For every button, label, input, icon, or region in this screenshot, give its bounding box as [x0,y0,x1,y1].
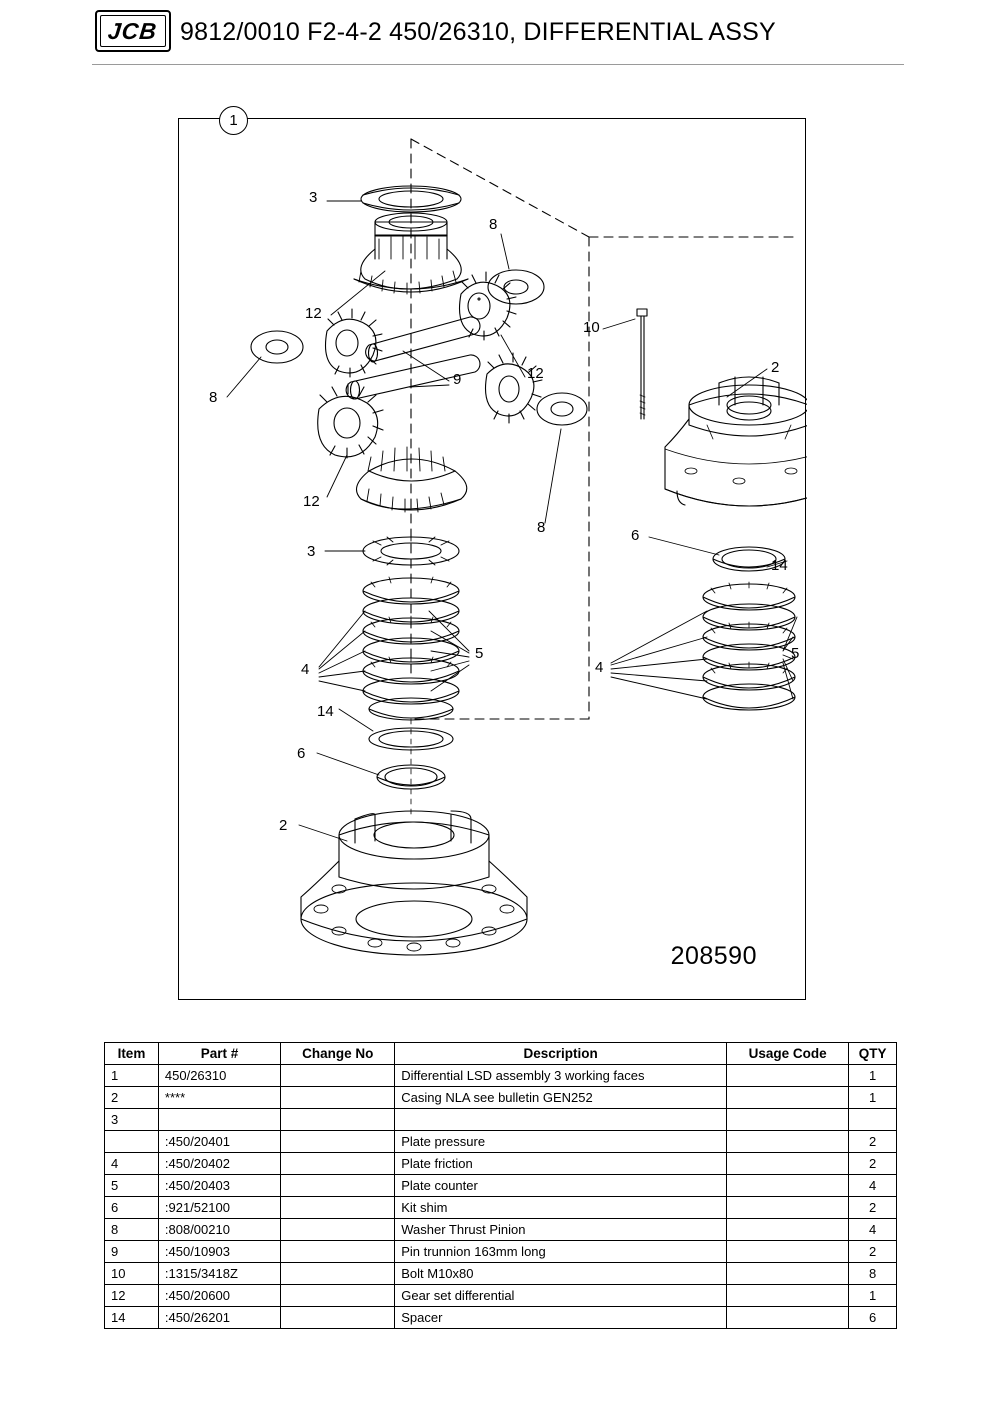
table-row [105,1219,897,1241]
cell-item: 4 [105,1153,159,1175]
cell-qty: 1 [849,1087,897,1109]
cell-description: Gear set differential [395,1285,727,1307]
cell-item: 1 [105,1065,159,1087]
cell-qty: 2 [849,1153,897,1175]
cell-description: Spacer [395,1307,727,1329]
header-change-no: Change No [281,1043,395,1065]
callout-8-left: 8 [209,389,218,406]
cell-change-no [281,1263,395,1285]
cell-qty [849,1109,897,1131]
cell-description: Plate friction [395,1153,727,1175]
cell-part-number [158,1109,280,1131]
cell-item: 12 [105,1285,159,1307]
cell-part-number: :1315/3418Z [158,1263,280,1285]
table-row [105,1131,897,1153]
cell-description: Washer Thrust Pinion [395,1219,727,1241]
cell-change-no [281,1197,395,1219]
cell-description: Casing NLA see bulletin GEN252 [395,1087,727,1109]
callout-8-upper: 8 [489,216,498,233]
header-divider [92,64,904,65]
cell-qty: 4 [849,1175,897,1197]
cell-part-number: :921/52100 [158,1197,280,1219]
cell-usage-code [726,1219,848,1241]
callout-5-right: 5 [791,645,800,662]
table-row [105,1153,897,1175]
cell-change-no [281,1065,395,1087]
table-row [105,1197,897,1219]
callout-2-bottom: 2 [279,817,288,834]
cell-change-no [281,1175,395,1197]
cell-usage-code [726,1087,848,1109]
cell-item: 8 [105,1219,159,1241]
cell-item: 3 [105,1109,159,1131]
cell-description: Plate pressure [395,1131,727,1153]
cell-description: Bolt M10x80 [395,1263,727,1285]
callout-6-left: 6 [297,745,306,762]
cell-usage-code [726,1153,848,1175]
cell-usage-code [726,1197,848,1219]
cell-item: 6 [105,1197,159,1219]
callout-5-left: 5 [475,645,484,662]
table-header-row [105,1043,897,1065]
figure-number: 208590 [670,942,757,970]
callout-6-right: 6 [631,527,640,544]
cell-part-number: :450/20401 [158,1131,280,1153]
cell-qty: 1 [849,1285,897,1307]
cell-part-number: :450/20600 [158,1285,280,1307]
jcb-logo-text: JCB [107,17,159,44]
table-row [105,1065,897,1087]
callout-12-right: 12 [527,365,544,382]
cell-change-no [281,1285,395,1307]
parts-table [104,1042,897,1329]
page-header [0,0,1000,62]
cell-usage-code [726,1285,848,1307]
header-item: Item [105,1043,159,1065]
cell-description: Differential LSD assembly 3 working faces [395,1065,727,1087]
cell-description: Plate counter [395,1175,727,1197]
callout-4-left: 4 [301,661,310,678]
exploded-diagram [178,112,806,1000]
callout-3-top: 3 [309,189,318,206]
cell-qty: 1 [849,1065,897,1087]
callout-12-upper-left: 12 [305,305,322,322]
table-row [105,1263,897,1285]
cell-qty: 2 [849,1131,897,1153]
cell-usage-code [726,1175,848,1197]
cell-change-no [281,1241,395,1263]
table-row [105,1087,897,1109]
diagram-drawing [179,119,807,1001]
cell-usage-code [726,1241,848,1263]
header-part-number: Part # [158,1043,280,1065]
table-row [105,1109,897,1131]
table-row [105,1307,897,1329]
callout-9: 9 [453,371,462,388]
jcb-logo [95,10,171,52]
cell-part-number: **** [158,1087,280,1109]
cell-usage-code [726,1131,848,1153]
cell-usage-code [726,1263,848,1285]
cell-qty: 2 [849,1241,897,1263]
cell-item: 5 [105,1175,159,1197]
callout-4-right: 4 [595,659,604,676]
cell-part-number: :450/26201 [158,1307,280,1329]
cell-part-number: :450/20402 [158,1153,280,1175]
cell-change-no [281,1109,395,1131]
page-title: 9812/0010 F2-4-2 450/26310, DIFFERENTIAL ASSY [180,18,776,46]
cell-item: 14 [105,1307,159,1329]
callout-3-lower: 3 [307,543,316,560]
cell-description: Kit shim [395,1197,727,1219]
callout-10: 10 [583,319,600,336]
cell-change-no [281,1131,395,1153]
cell-qty: 6 [849,1307,897,1329]
cell-change-no [281,1307,395,1329]
cell-qty: 4 [849,1219,897,1241]
cell-change-no [281,1153,395,1175]
callout-8-lower: 8 [537,519,546,536]
cell-item: 2 [105,1087,159,1109]
table-row [105,1175,897,1197]
cell-part-number: 450/26310 [158,1065,280,1087]
cell-part-number: :450/10903 [158,1241,280,1263]
callout-14-left: 14 [317,703,334,720]
cell-usage-code [726,1307,848,1329]
cell-usage-code [726,1109,848,1131]
balloon-item-1: 1 [219,106,248,135]
cell-change-no [281,1219,395,1241]
header-qty: QTY [849,1043,897,1065]
cell-description [395,1109,727,1131]
callout-2-right: 2 [771,359,780,376]
header-description: Description [395,1043,727,1065]
cell-item: 10 [105,1263,159,1285]
cell-change-no [281,1087,395,1109]
cell-qty: 8 [849,1263,897,1285]
cell-item: 9 [105,1241,159,1263]
cell-qty: 2 [849,1197,897,1219]
callout-14-right: 14 [771,557,788,574]
cell-item [105,1131,159,1153]
cell-part-number: :808/00210 [158,1219,280,1241]
cell-usage-code [726,1065,848,1087]
table-row [105,1241,897,1263]
callout-12-lower-left: 12 [303,493,320,510]
header-usage-code: Usage Code [726,1043,848,1065]
table-row [105,1285,897,1307]
cell-description: Pin trunnion 163mm long [395,1241,727,1263]
cell-part-number: :450/20403 [158,1175,280,1197]
